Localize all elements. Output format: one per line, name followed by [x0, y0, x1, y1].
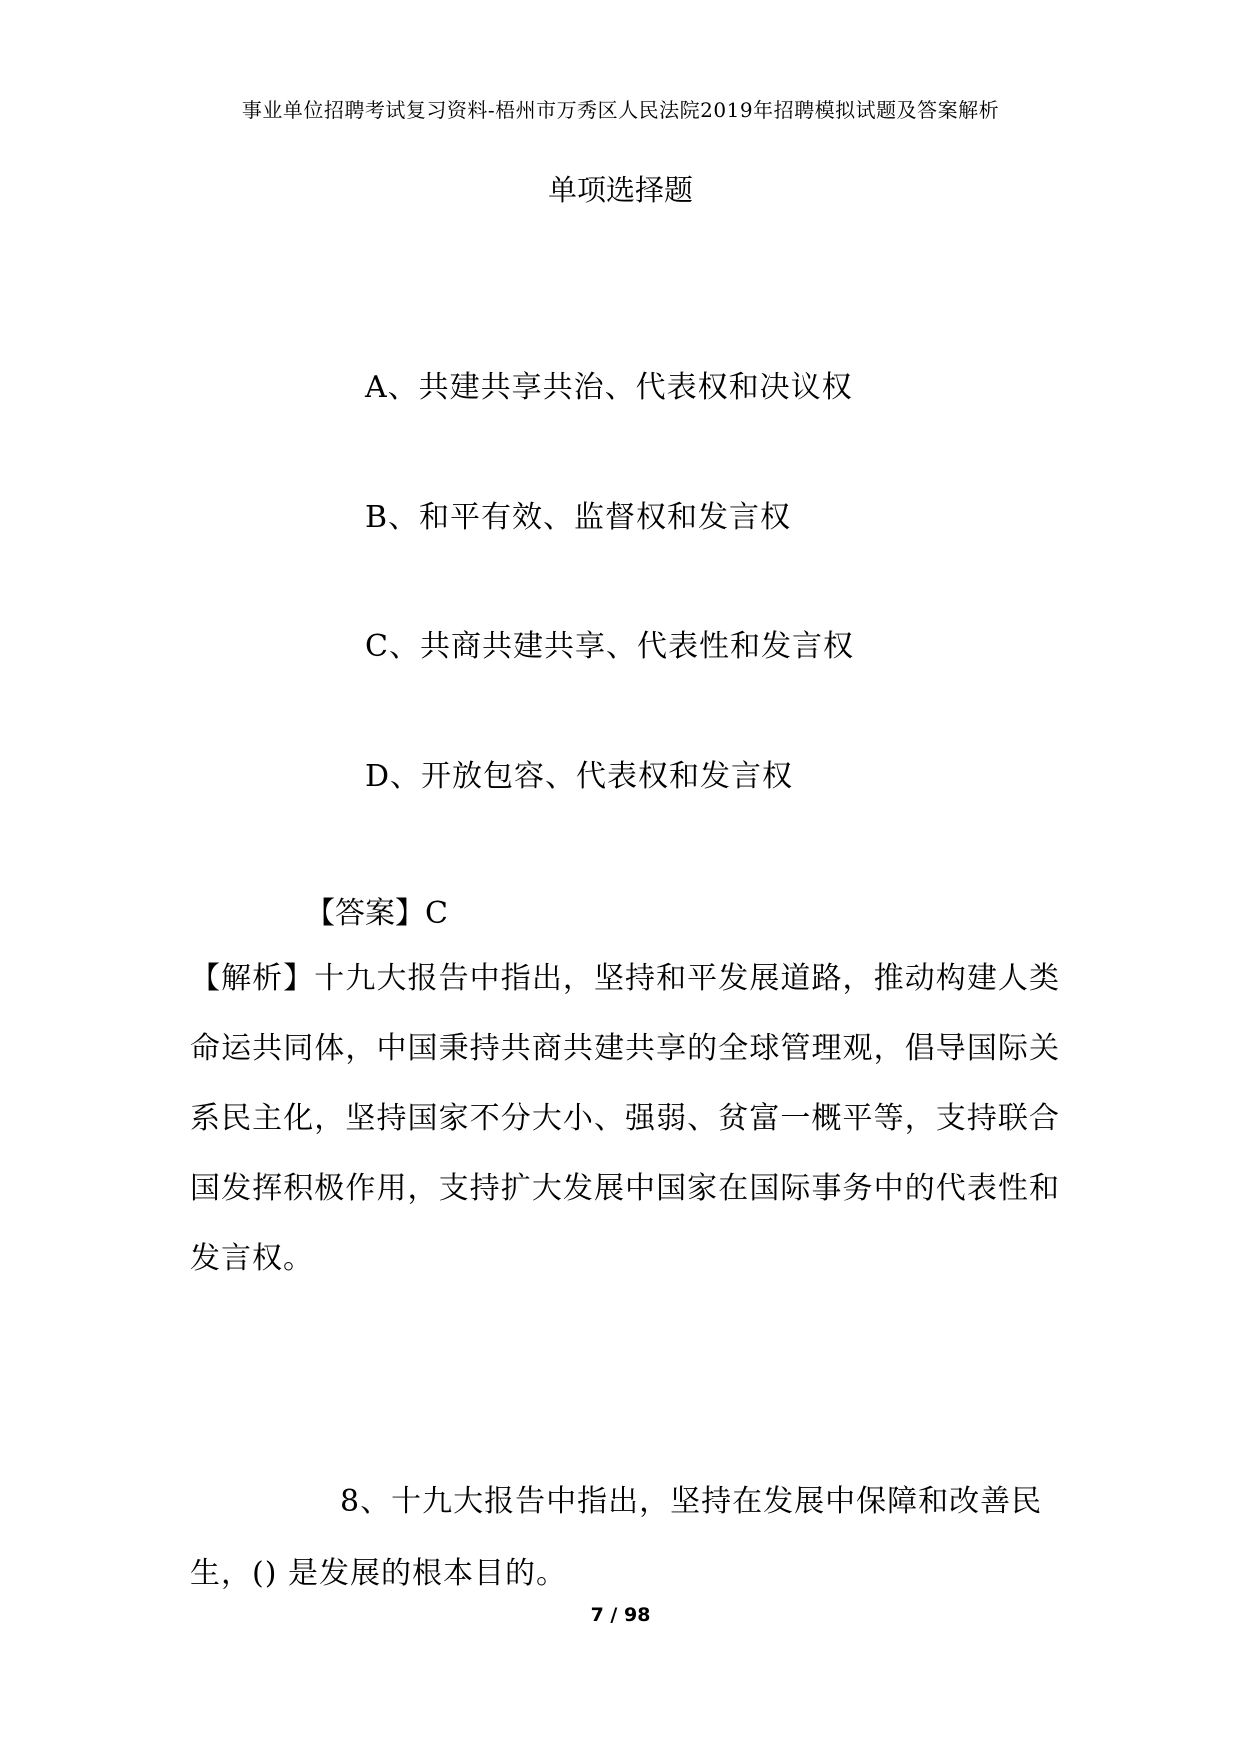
analysis-paragraph: 【解析】十九大报告中指出，坚持和平发展道路，推动构建人类命运共同体，中国秉持共商共建共享的全球管理观，倡导国际关系民主化，坚持国家不分大小、强弱、贫富一概平等，支持联合国发挥积极作用，支持扩大发展中国家在国际事务中的代表性和发言权。 — [190, 961, 1060, 1276]
answer: 【答案】C — [305, 896, 448, 931]
option-b: B、和平有效、监督权和发言权 — [365, 500, 792, 535]
option-d: D、开放包容、代表权和发言权 — [365, 759, 794, 794]
page-number: 7 / 98 — [590, 1604, 651, 1626]
page-header: 事业单位招聘考试复习资料-梧州市万秀区人民法院2019年招聘模拟试题及答案解析 — [241, 98, 1000, 122]
option-c: C、共商共建共享、代表性和发言权 — [365, 629, 854, 664]
question-8: 8、十九大报告中指出，坚持在发展中保障和改善民生，() 是发展的根本目的。 — [190, 1484, 1043, 1591]
option-a: A、共建共享共治、代表权和决议权 — [365, 370, 853, 405]
section-title: 单项选择题 — [547, 173, 693, 207]
